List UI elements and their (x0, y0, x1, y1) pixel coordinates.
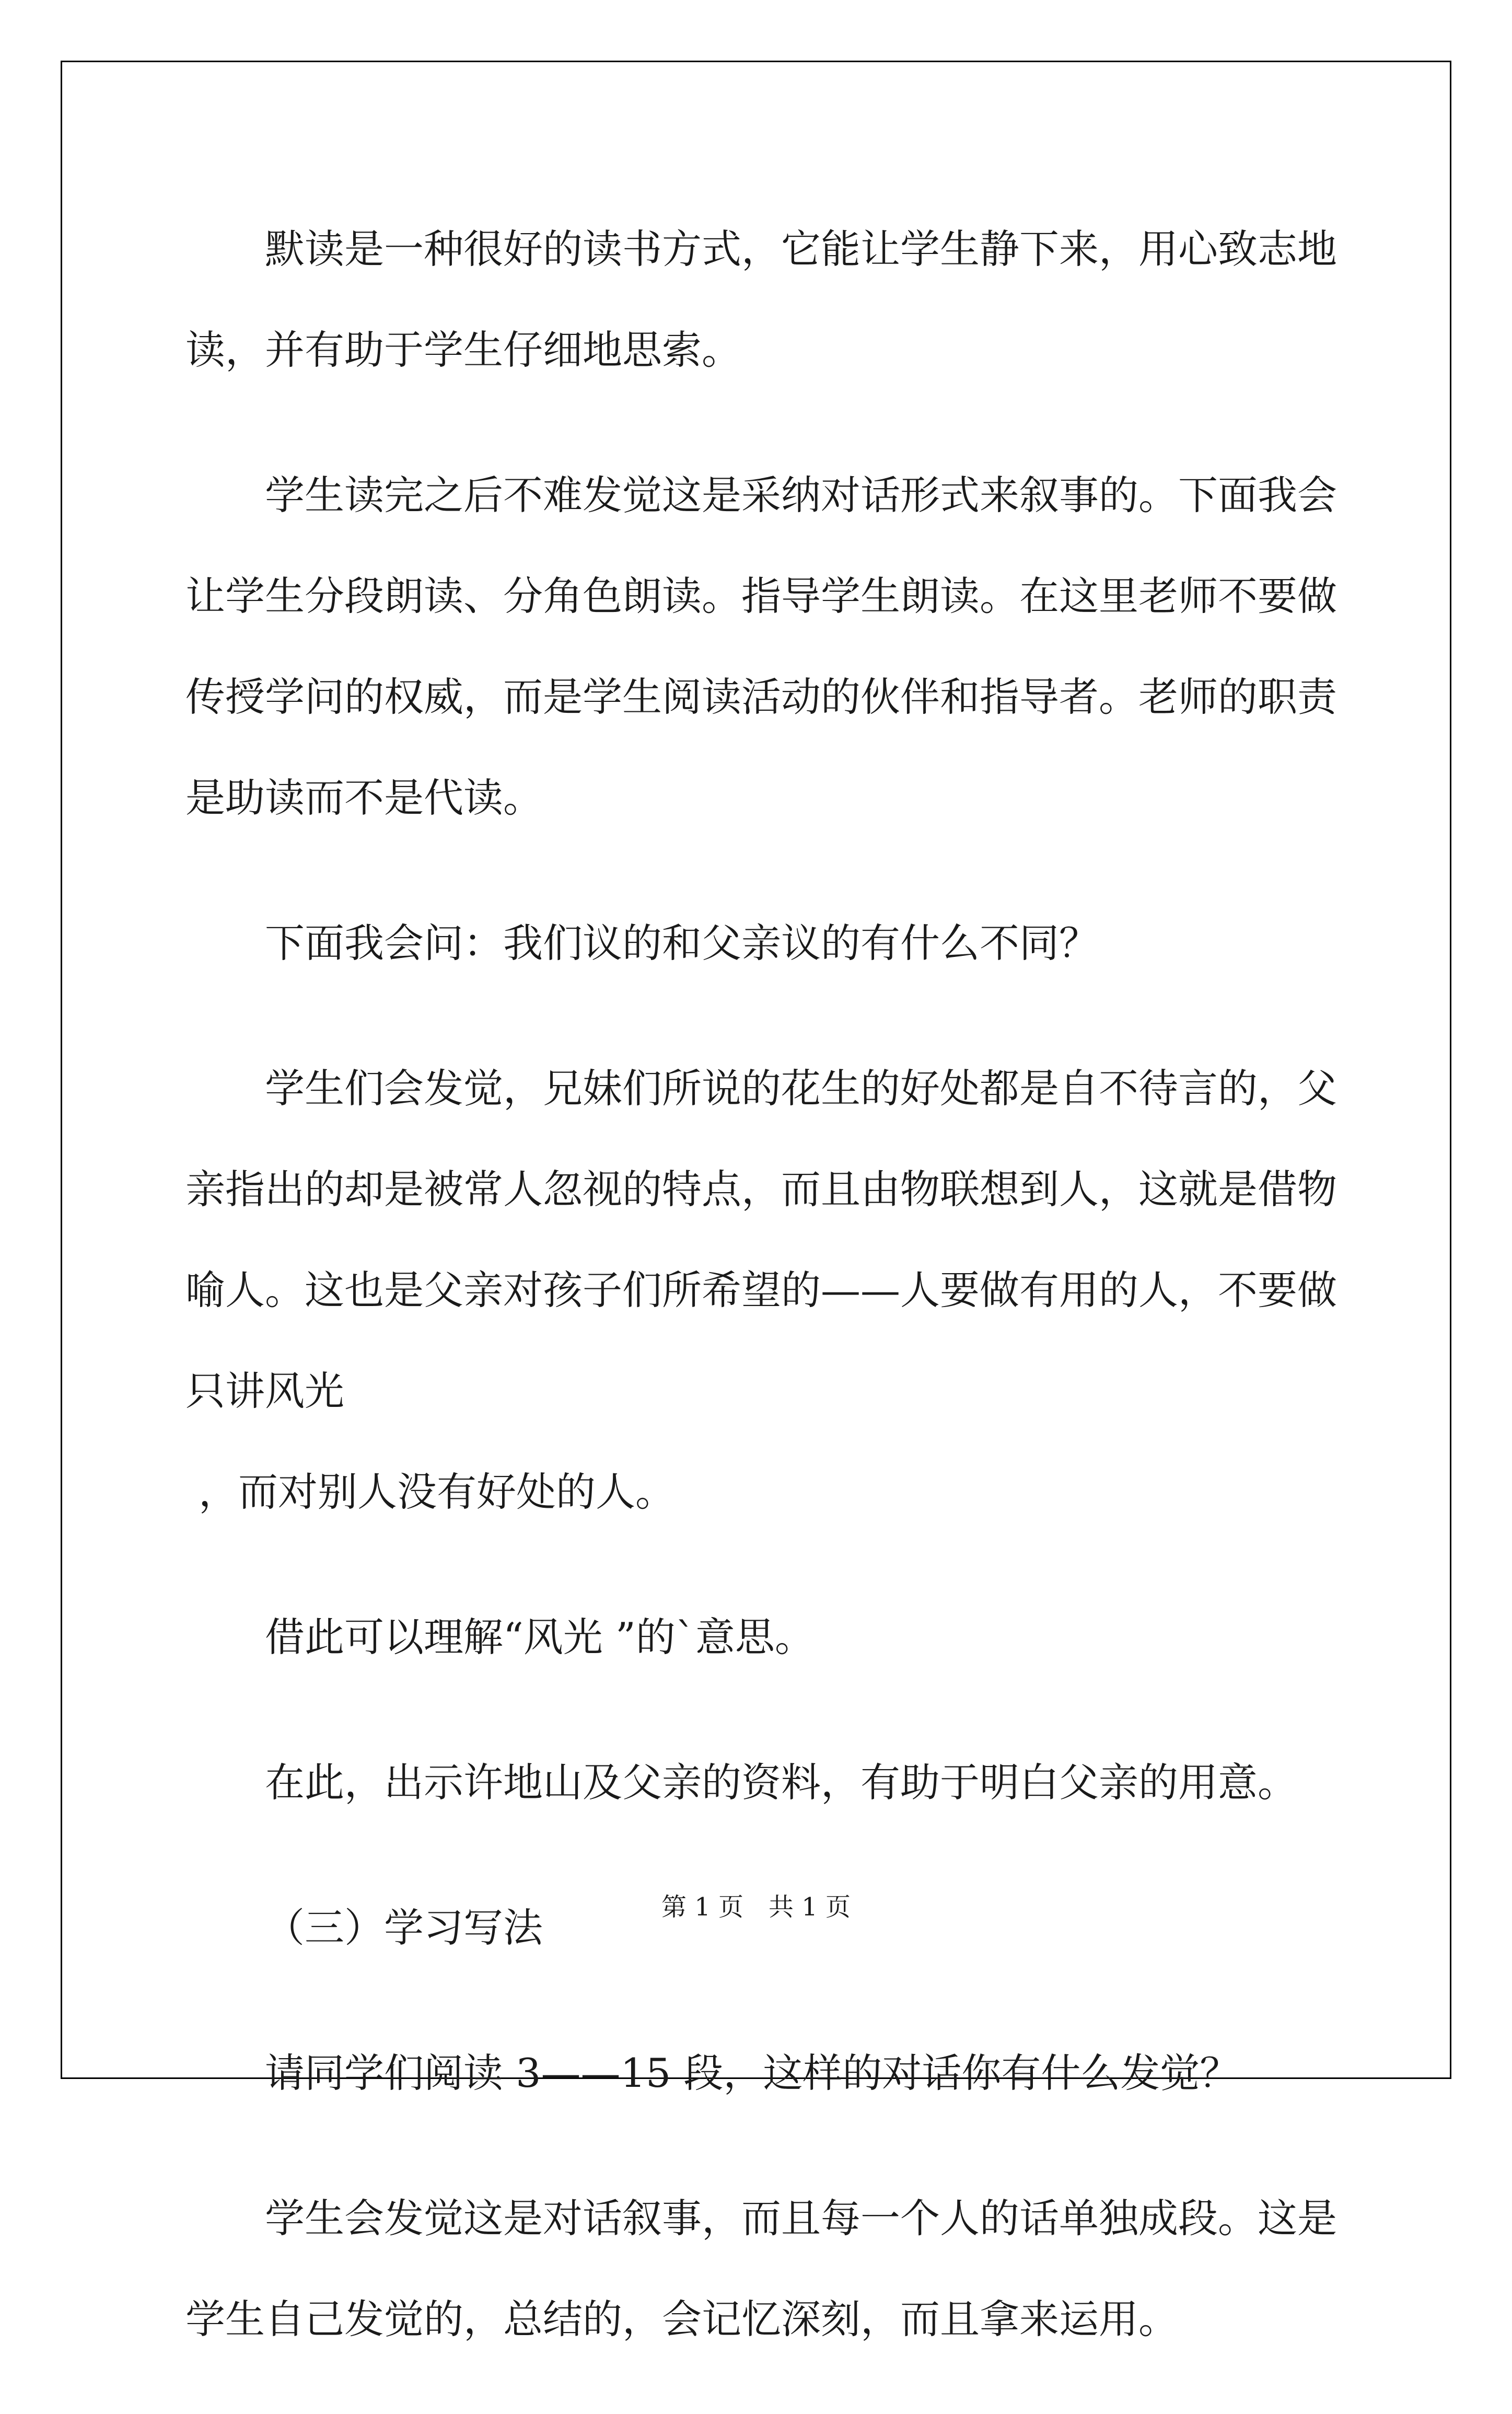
paragraph-discovery: 学生们会发觉，兄妹们所说的花生的好处都是自不待言的，父亲指出的却是被常人忽视的特点，而且由物联想到人，这就是借物喻人。这也是父亲对孩子们所希望的——人要做有用的人，不要做只讲风光 (185, 1065, 1337, 1414)
paragraph-question: 下面我会问：我们议的和父亲议的有什么不同？ (265, 920, 1099, 966)
paragraph-dialogue-question: 请同学们阅读 3——15 段，这样的对话你有什么发觉？ (265, 2050, 1240, 2096)
document-body (185, 199, 1371, 2414)
paragraph-meaning: 借此可以理解“风光 ”的`意思。 (265, 1614, 815, 1660)
paragraph-materials: 在此，出示许地山及父亲的资料，有助于明白父亲的用意。 (265, 1759, 1297, 1806)
section-heading-writing: （三）学习写法 (265, 1904, 543, 1951)
paragraph-reading-aloud: 学生读完之后不难发觉这是采纳对话形式来叙事的。下面我会让学生分段朗读、分角色朗读。指导学生朗读。在这里老师不要做传授学问的权威，而是学生阅读活动的伙伴和指导者。老师的职责是助读而不是代读。 (185, 472, 1337, 821)
paragraph-silent-reading: 默读是一种很好的读书方式，它能让学生静下来，用心致志地读，并有助于学生仔细地思索。 (185, 226, 1337, 373)
page-number-footer: 第 1 页 共 1 页 (661, 1892, 851, 1922)
paragraph-summary: 学生会发觉这是对话叙事，而且每一个人的话单独成段。这是学生自己发觉的，总结的，会记忆深刻，而且拿来运用。 (185, 2195, 1337, 2342)
paragraph-continuation: ，而对别人没有好处的人。 (199, 1469, 675, 1515)
